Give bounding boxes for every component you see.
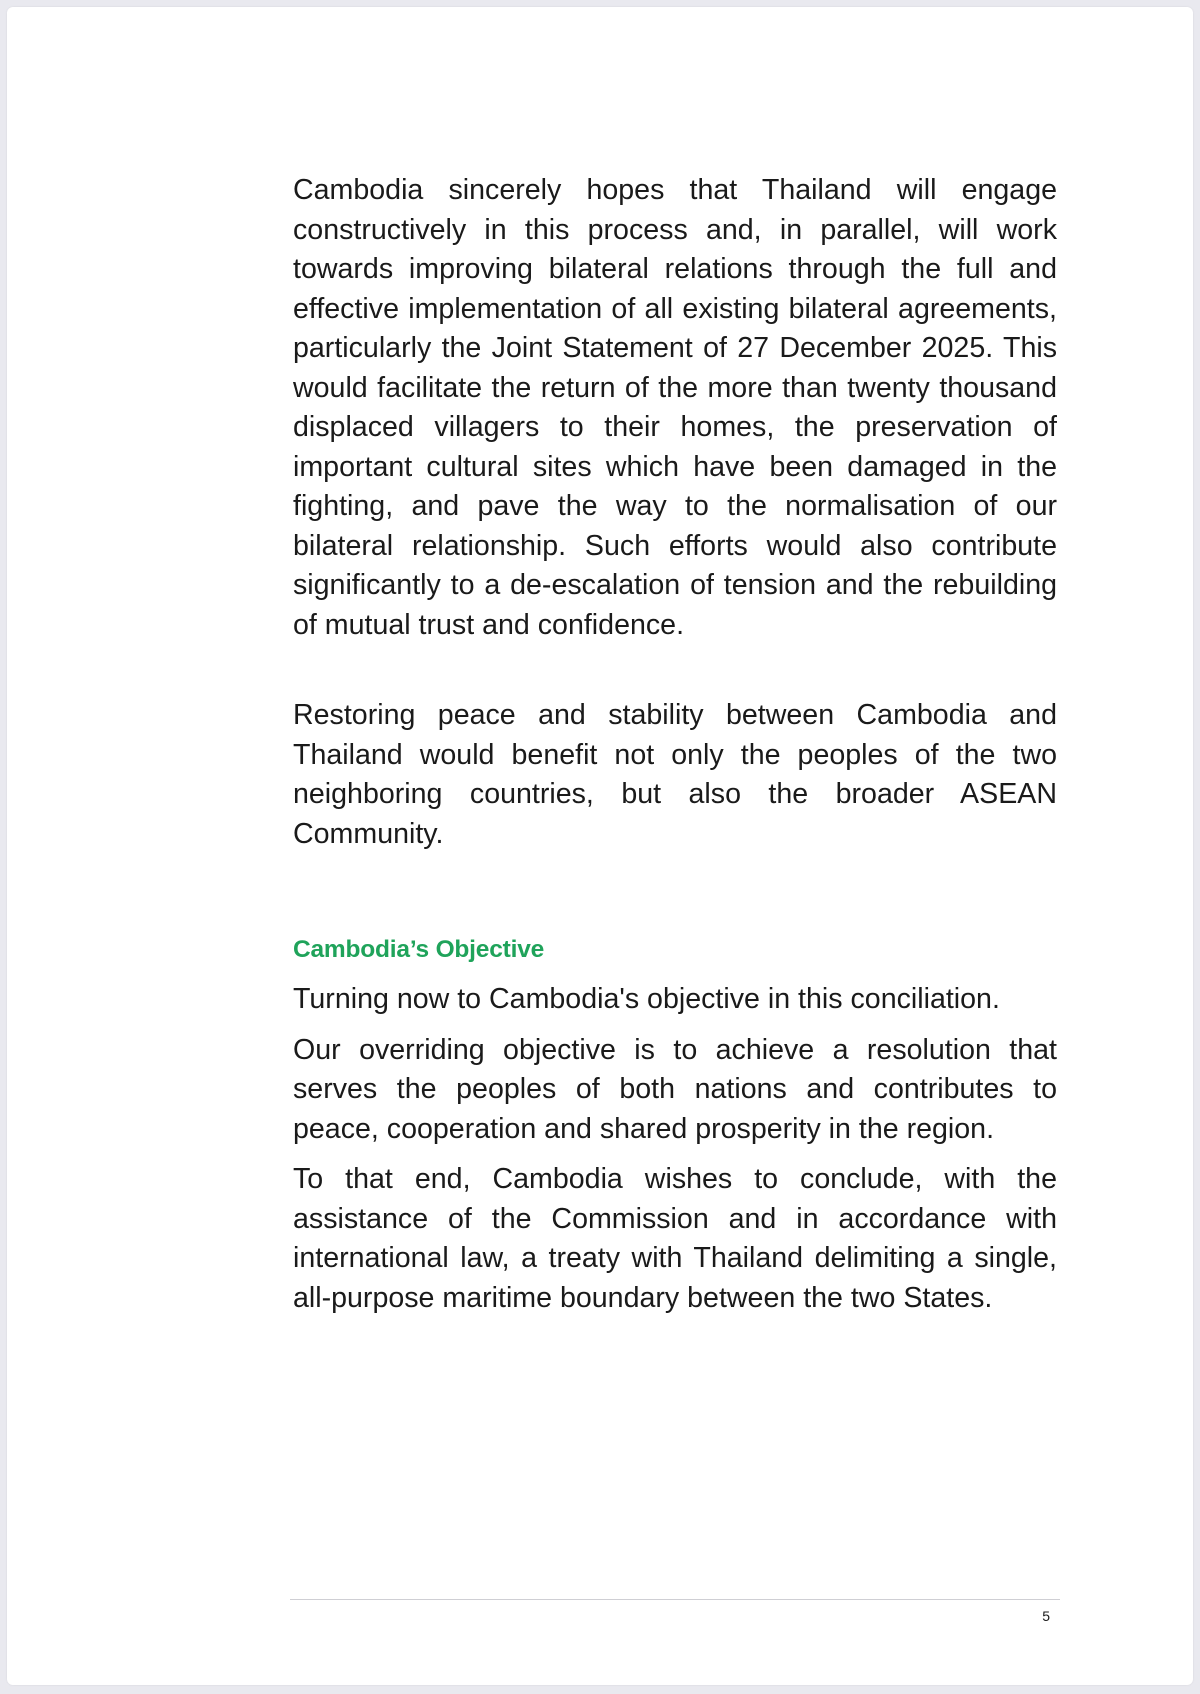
paragraph-overriding-objective: Our overriding objective is to achieve a resolution that serves the peoples of both nations and contributes to peace, cooperation and shared prosperity in the region. xyxy=(293,1033,1057,1145)
document-page xyxy=(7,7,1193,1685)
page-number: 5 xyxy=(1042,1608,1050,1624)
paragraph-objective-intro: Turning now to Cambodia's objective in this conciliation. xyxy=(293,983,1000,1015)
page-body xyxy=(293,171,1057,1318)
paragraph-treaty-aim: To that end, Cambodia wishes to conclude, with the assistance of the Commission and in accordance with international law, a treaty with Thailand delimiting a single, all-purpose maritime boundary between the two States. xyxy=(293,1163,1057,1314)
footer-divider xyxy=(290,1599,1060,1600)
paragraph-restoring-peace: Restoring peace and stability between Cambodia and Thailand would benefit not only the peoples of the two neighboring countries, but also the broader ASEAN Community. xyxy=(293,699,1057,850)
paragraph-engagement-hopes: Cambodia sincerely hopes that Thailand will engage constructively in this process and, in parallel, will work towards improving bilateral relations through the full and effective implementation of all existing bilateral agreements, particularly the Joint Statement of 27 December 2025. This would facilitate the return of the more than twenty thousand displaced villagers to their homes, the preservation of important cultural sites which have been damaged in the fighting, and pave the way to the normalisation of our bilateral relationship. Such efforts would also contribute significantly to a de-escalation of tension and the rebuilding of mutual trust and confidence. xyxy=(293,174,1057,641)
section-heading-objective: Cambodia’s Objective xyxy=(293,936,545,963)
